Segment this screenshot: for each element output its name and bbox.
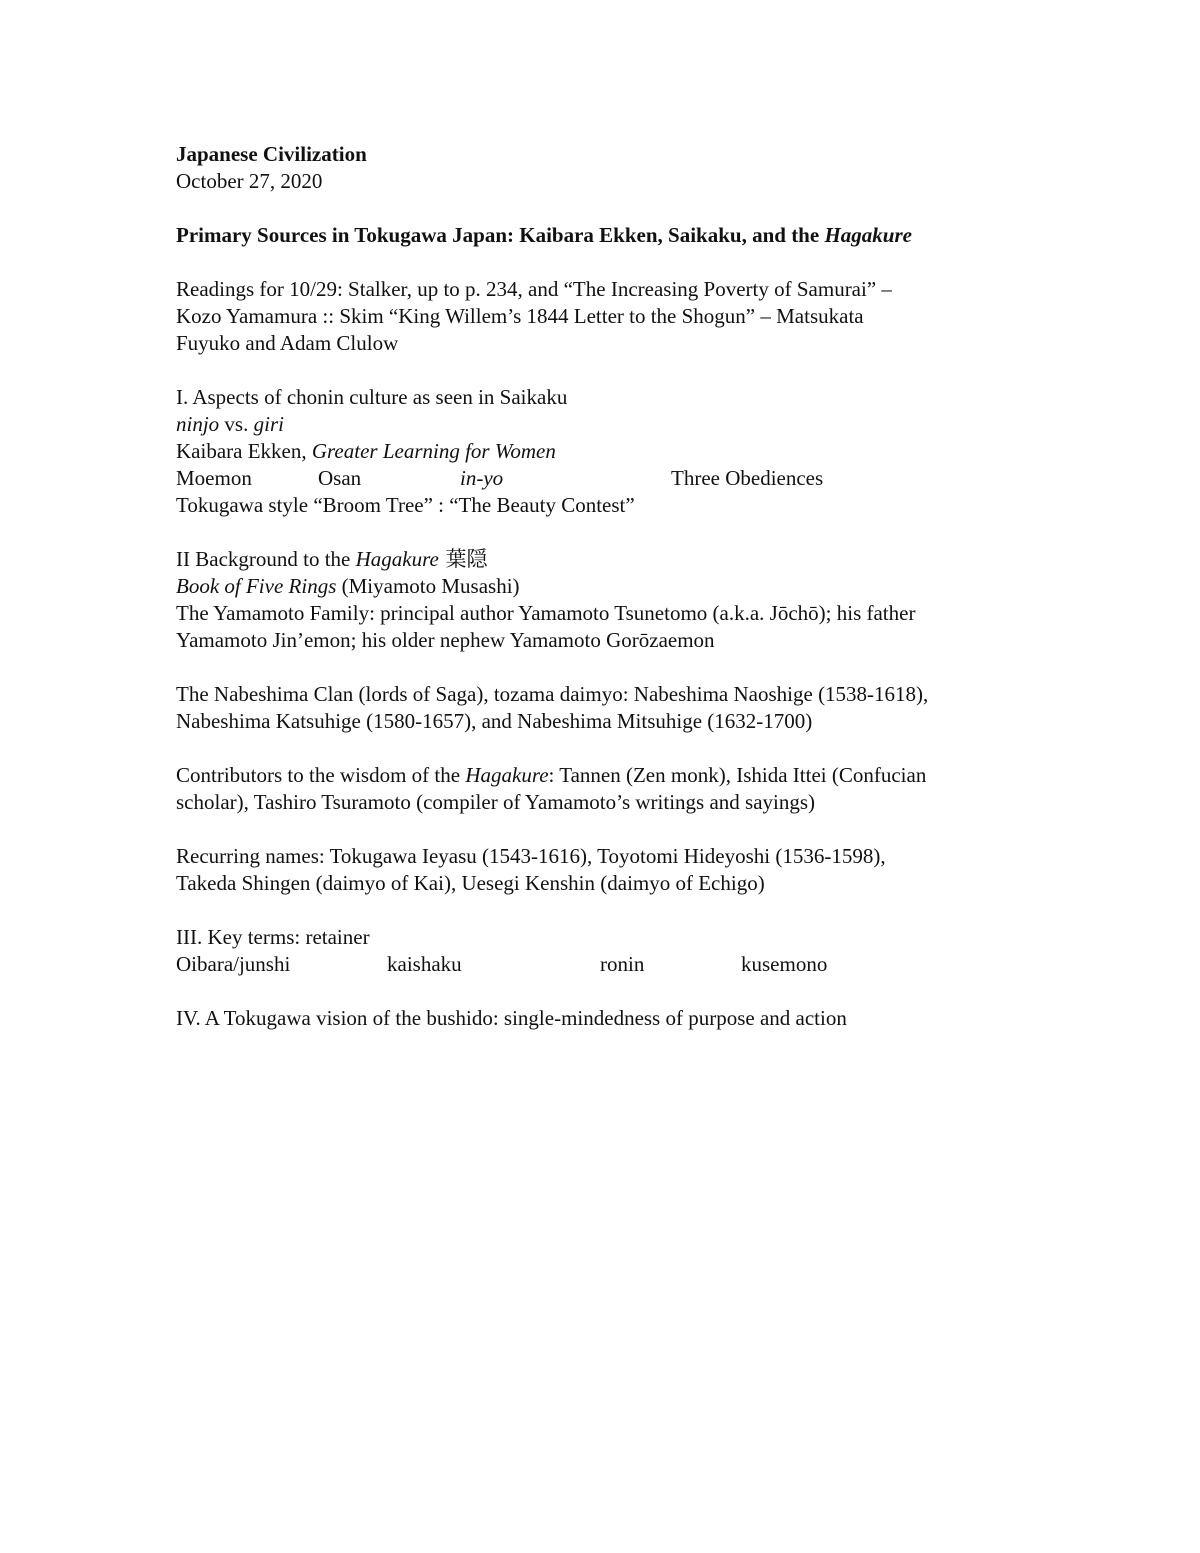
page-title-main: Primary Sources in Tokugawa Japan: Kaibara Ekken, Saikaku, and the [176,223,825,247]
five-rings-line [176,573,1076,600]
term-three-obediences: Three Obediences [671,466,824,490]
contributors-italic: Hagakure [465,763,549,787]
readings-line-3: Fuyuko and Adam Clulow [176,331,399,355]
broom-tree-line: Tokugawa style “Broom Tree” : “The Beauty Contest” [176,493,635,517]
section-2-heading-kanji: 葉隠 [438,547,488,571]
readings-line-2: Kozo Yamamura :: Skim “King Willem’s 1844 Letter to the Shogun” – Matsukata [176,304,864,328]
readings-line-1: Readings for 10/29: Stalker, up to p. 234, and “The Increasing Poverty of Samurai” – [176,277,892,301]
course-title: Japanese Civilization [176,142,367,166]
section-3-terms-row [176,951,1076,978]
nabeshima-clan-line-2: Nabeshima Katsuhige (1580-1657), and Nabeshima Mitsuhige (1632-1700) [176,709,813,733]
term-in-yo: in-yo [460,466,504,490]
yamamoto-family-line-2: Yamamoto Jin’emon; his older nephew Yamamoto Gorōzaemon [176,628,715,652]
contributors-line-2: scholar), Tashiro Tsuramoto (compiler of Yamamoto’s writings and sayings) [176,790,816,814]
term-kusemono: kusemono [741,952,828,976]
term-vs: vs. [219,412,254,436]
ekken-book-title: Greater Learning for Women [311,439,556,463]
five-rings-title: Book of Five Rings [176,574,337,598]
section-2-heading-italic: Hagakure [355,547,439,571]
term-kaishaku: kaishaku [387,952,462,976]
five-rings-author: (Miyamoto Musashi) [336,574,520,598]
term-oibara-junshi: Oibara/junshi [176,952,291,976]
page-title [176,222,1076,249]
page-title-italic: Hagakure [824,223,912,247]
ekken-line [176,438,1076,465]
document-date: October 27, 2020 [176,169,323,193]
recurring-names-line-1: Recurring names: Tokugawa Ieyasu (1543-1616), Toyotomi Hideyoshi (1536-1598), [176,844,886,868]
ninjo-giri-line [176,411,1076,438]
term-moemon: Moemon [176,466,252,490]
recurring-names-line-2: Takeda Shingen (daimyo of Kai), Uesegi Kenshin (daimyo of Echigo) [176,871,765,895]
term-osan: Osan [318,466,362,490]
ekken-prefix: Kaibara Ekken, [176,439,312,463]
nabeshima-clan-line-1: The Nabeshima Clan (lords of Saga), tozama daimyo: Nabeshima Naoshige (1538-1618), [176,682,929,706]
section-2-heading-prefix: II Background to the [176,547,356,571]
yamamoto-family-line-1: The Yamamoto Family: principal author Yamamoto Tsunetomo (a.k.a. Jōchō); his father [176,601,916,625]
term-ninjo: ninjo [176,412,220,436]
section-2-heading [176,546,1076,573]
contributors-prefix: Contributors to the wisdom of the [176,763,466,787]
section-1-terms-row [176,465,1076,492]
section-4-heading: IV. A Tokugawa vision of the bushido: single-mindedness of purpose and action [176,1006,847,1030]
section-3-heading: III. Key terms: retainer [176,925,370,949]
contributors-rest: : Tannen (Zen monk), Ishida Ittei (Confucian [548,763,927,787]
document-body [176,141,1076,1032]
contributors-line-1 [176,762,1076,789]
term-ronin: ronin [600,952,645,976]
section-1-heading: I. Aspects of chonin culture as seen in Saikaku [176,385,568,409]
term-giri: giri [253,412,284,436]
